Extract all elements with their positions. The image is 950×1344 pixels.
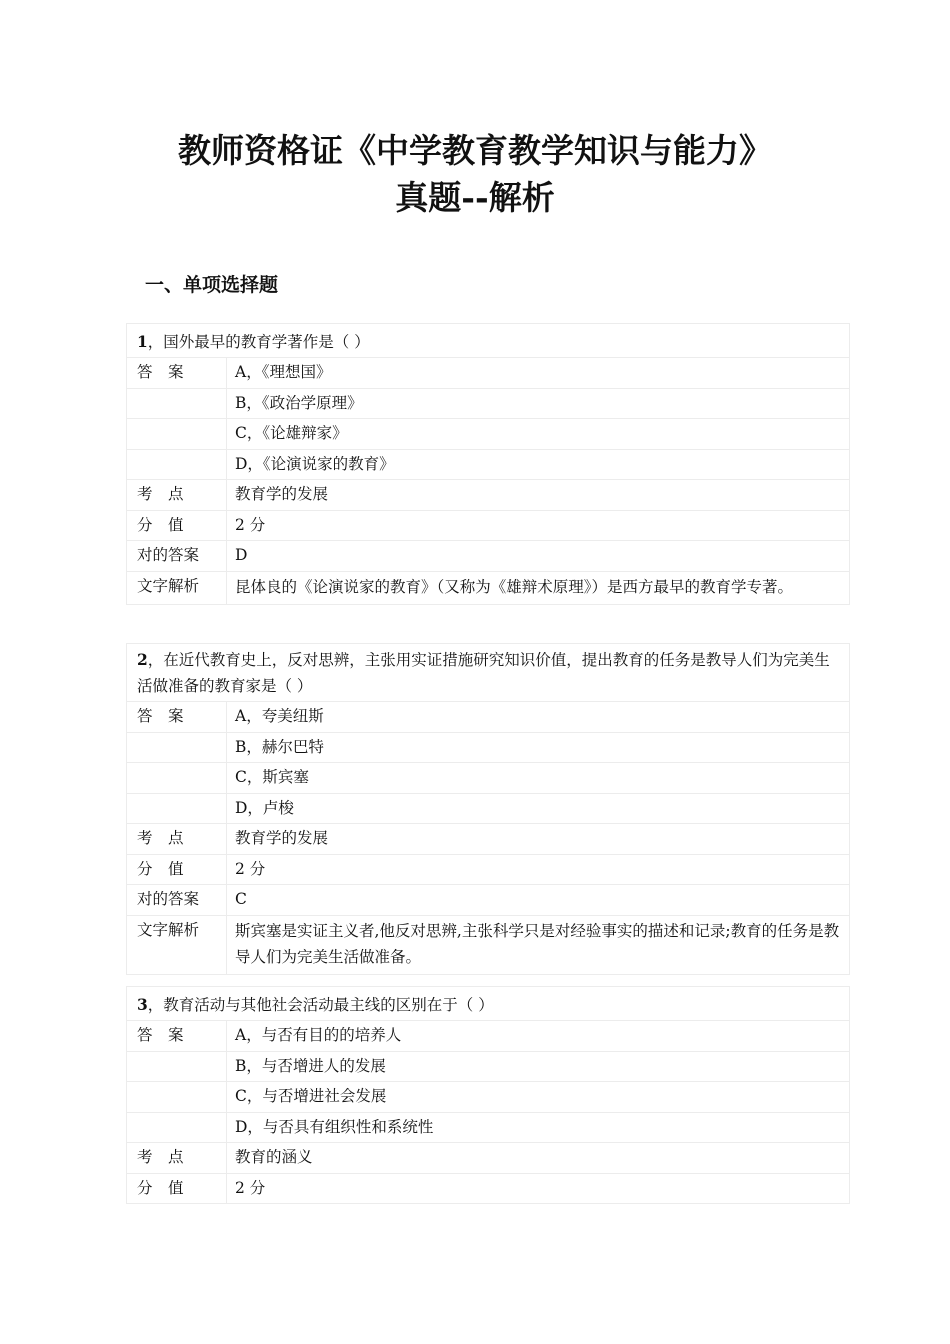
analysis-text: 昆体良的《论演说家的教育》（又称为《雄辩术原理》）是西方最早的教育学专著。: [235, 577, 794, 596]
question-number: 3: [137, 995, 148, 1014]
section-title: 一、单项选择题: [145, 274, 279, 296]
question-stem-row: [127, 644, 849, 701]
option-c: C，斯宾塞: [235, 768, 309, 786]
document-title-line-1: 教师资格证《中学教育教学知识与能力》: [178, 131, 772, 170]
option-b: B，与否增进人的发展: [235, 1056, 386, 1075]
question-stem-row: [127, 324, 849, 357]
empty-label: [127, 1052, 227, 1082]
question-stem: [127, 987, 849, 1020]
question-text: ，国外最早的教育学著作是（ ）: [147, 333, 370, 351]
question-block-1: [126, 323, 850, 605]
point-label: 考 点: [127, 1143, 227, 1173]
score-value: 2 分: [235, 859, 266, 878]
question-number: 2: [137, 650, 148, 669]
empty-label: [127, 1082, 227, 1112]
correct-answer-value: D: [235, 546, 248, 564]
question-stem: [127, 644, 849, 701]
option-row: [127, 357, 849, 388]
point-value: 教育的涵义: [235, 1148, 313, 1166]
empty-label: [127, 794, 227, 824]
analysis-text: 斯宾塞是实证主义者,他反对思辨,主张科学只是对经验事实的描述和记录;教育的任务是教导人们为完美生活做准备。: [235, 921, 840, 966]
option-a: A，夸美纽斯: [235, 707, 324, 725]
answer-label: 答 案: [127, 358, 227, 388]
option-row: [127, 762, 849, 793]
empty-label: [127, 1113, 227, 1143]
option-b: B，赫尔巴特: [235, 737, 324, 756]
point-label: 考 点: [127, 824, 227, 854]
correct-answer-row: [127, 884, 849, 915]
score-row: [127, 510, 849, 541]
analysis-label: 文字解析: [127, 916, 227, 974]
correct-answer-label: 对的答案: [127, 541, 227, 571]
option-c: C，与否增进社会发展: [235, 1087, 387, 1105]
option-c: C，《论雄辩家》: [235, 424, 348, 442]
empty-label: [127, 450, 227, 480]
point-value: 教育学的发展: [235, 829, 329, 847]
point-row: [127, 1142, 849, 1173]
empty-label: [127, 389, 227, 419]
question-text: ，在近代教育史上，反对思辨，主张用实证措施研究知识价值，提出教育的任务是教导人们为完美生活做准备的教育家是（ ）: [137, 651, 830, 695]
analysis-row: [127, 915, 849, 974]
analysis-label: 文字解析: [127, 572, 227, 604]
option-row: [127, 1112, 849, 1143]
option-row: [127, 732, 849, 763]
option-row: [127, 388, 849, 419]
option-d: D，《论演说家的教育》: [235, 454, 395, 473]
option-row: [127, 701, 849, 732]
question-stem: [127, 324, 849, 357]
document-title-line-2: 真题--解析: [395, 178, 555, 217]
empty-label: [127, 763, 227, 793]
option-d: D，卢梭: [235, 798, 294, 817]
score-label: 分 值: [127, 1174, 227, 1204]
option-b: B，《政治学原理》: [235, 393, 363, 412]
correct-answer-value: C: [235, 890, 247, 908]
option-a: A，与否有目的的培养人: [235, 1026, 402, 1044]
question-block-3: [126, 986, 850, 1204]
point-row: [127, 479, 849, 510]
point-label: 考 点: [127, 480, 227, 510]
option-row: [127, 1051, 849, 1082]
score-label: 分 值: [127, 855, 227, 885]
point-row: [127, 823, 849, 854]
score-row: [127, 854, 849, 885]
question-block-2: [126, 643, 850, 975]
point-value: 教育学的发展: [235, 485, 329, 503]
option-d: D，与否具有组织性和系统性: [235, 1117, 434, 1136]
analysis-row: [127, 571, 849, 604]
correct-answer-row: [127, 540, 849, 571]
option-row: [127, 1020, 849, 1051]
answer-label: 答 案: [127, 1021, 227, 1051]
option-row: [127, 449, 849, 480]
question-number: 1: [137, 332, 148, 351]
question-text: ，教育活动与其他社会活动最主线的区别在于（ ）: [147, 996, 494, 1014]
option-row: [127, 793, 849, 824]
option-row: [127, 1081, 849, 1112]
option-a: A，《理想国》: [235, 363, 332, 381]
score-row: [127, 1173, 849, 1204]
question-stem-row: [127, 987, 849, 1020]
option-row: [127, 418, 849, 449]
score-value: 2 分: [235, 1178, 266, 1197]
answer-label: 答 案: [127, 702, 227, 732]
score-value: 2 分: [235, 515, 266, 534]
correct-answer-label: 对的答案: [127, 885, 227, 915]
score-label: 分 值: [127, 511, 227, 541]
empty-label: [127, 419, 227, 449]
empty-label: [127, 733, 227, 763]
